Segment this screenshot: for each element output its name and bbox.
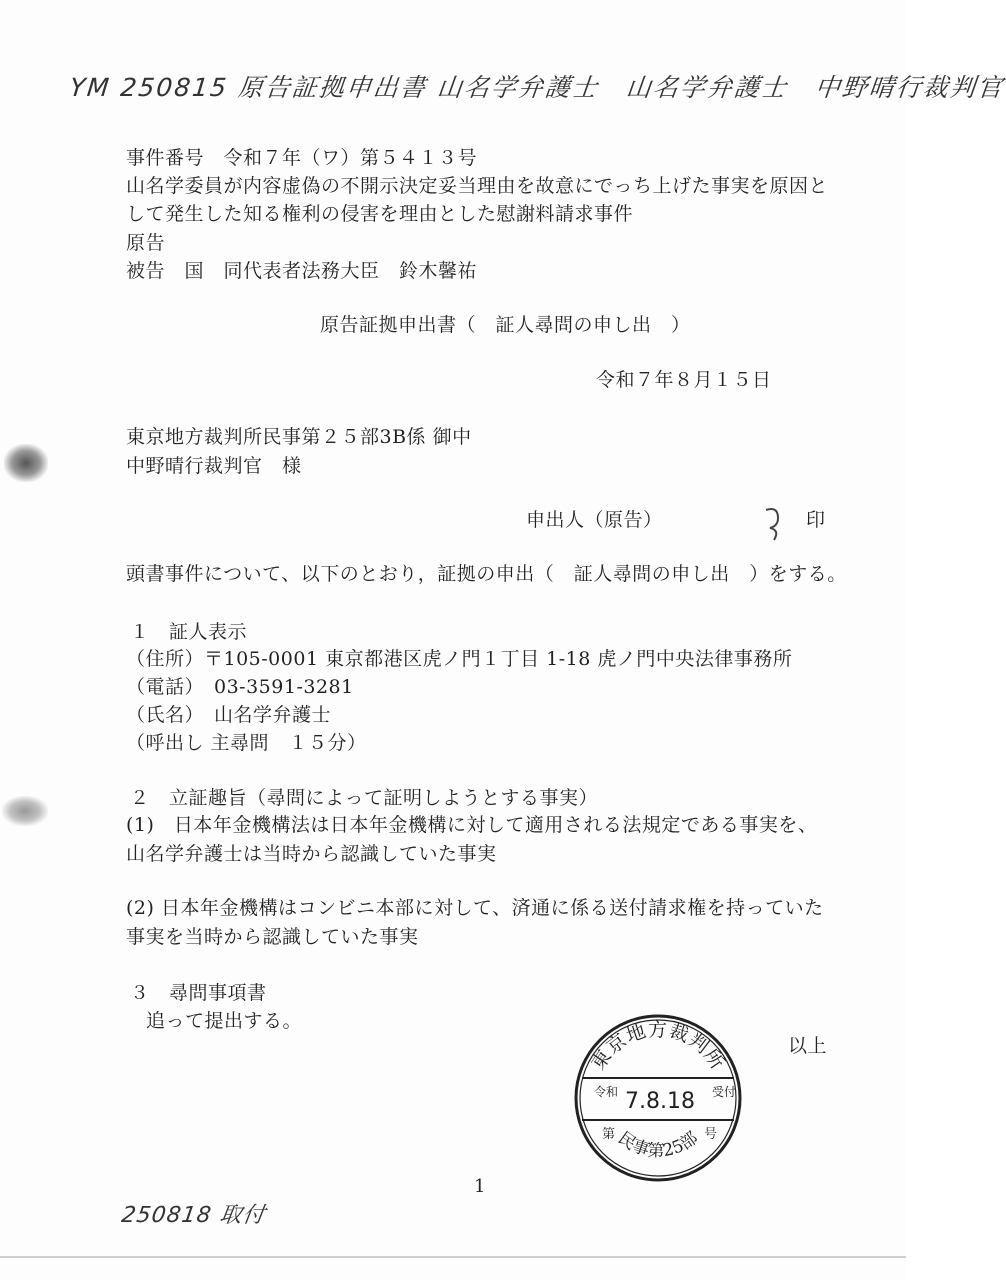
fact2-line2: 事実を当時から認識していた事実 [126, 926, 419, 948]
stamp-top-text: 東京地方裁判所 [587, 1019, 729, 1075]
applicant-label: 申出人（原告） [526, 509, 663, 531]
punch-hole-mark-lower [2, 796, 48, 826]
case-name-line2: して発生した知る権利の侵害を理由とした慰謝料請求事件 [126, 203, 634, 225]
section3-heading: ３ 尋問事項書 [130, 982, 267, 1004]
stamp-date: 7.8.18 [625, 1089, 695, 1114]
document-date: 令和７年８月１５日 [596, 369, 772, 391]
fact1-line2: 山名学弁護士は当時から認識していた事実 [126, 843, 497, 865]
intro-sentence: 頭書事件について、以下のとおり，証拠の申出（ 証人尋問の申し出 ）をする。 [126, 563, 847, 585]
page-edge-line [0, 1256, 906, 1258]
svg-text:民事第25部 [614, 1128, 702, 1161]
case-number: 事件番号 令和７年（ワ）第５４１３号 [126, 147, 478, 169]
witness-address: （住所）〒105-0001 東京都港区虎ノ門１丁目 1-18 虎ノ門中央法律事務所 [126, 648, 793, 670]
court-reception-stamp [572, 1012, 744, 1184]
handwritten-top-note: YM 250815 原告証拠申出書 山名学弁護士 山名学弁護士 中野晴行裁判官 [68, 73, 1006, 102]
addressee-judge: 中野晴行裁判官 様 [126, 455, 302, 477]
fact1-line1: (1) 日本年金機構法は日本年金機構に対して適用される法規定である事実を、 [126, 814, 818, 836]
svg-text:東京地方裁判所 [587, 1019, 729, 1074]
stamp-number-suffix: 号 [704, 1127, 718, 1142]
document-title: 原告証拠申出書（ 証人尋問の申し出 ） [320, 314, 691, 336]
plaintiff-label: 原告 [126, 232, 166, 254]
witness-name: （氏名） 山名学弁護士 [126, 704, 332, 726]
punch-hole-mark [4, 444, 48, 482]
stamp-number-prefix: 第 [602, 1127, 616, 1142]
seal-mark-label: 印 [806, 509, 826, 531]
closing-mark: 以上 [788, 1035, 828, 1057]
signature-mark [760, 500, 790, 544]
handwritten-bottom-note: 250818 取付 [119, 1203, 268, 1228]
fact2-line1: (2) 日本年金機構はコンビニ本部に対して、済通に係る送付請求権を持っていた [126, 897, 824, 919]
stamp-bottom-text: 民事第25部 [614, 1128, 702, 1162]
section1-heading: １ 証人表示 [130, 621, 248, 643]
page-number: 1 [474, 1176, 486, 1197]
stamp-era-label: 令和 [594, 1085, 619, 1099]
witness-phone: （電話） 03-3591-3281 [126, 676, 354, 698]
witness-call-time: （呼出し 主尋問 １５分） [126, 732, 367, 754]
addressee-court: 東京地方裁判所民事第２５部3B係 御中 [126, 426, 472, 448]
defendant-line: 被告 国 同代表者法務大臣 鈴木馨祐 [126, 260, 478, 282]
case-name-line1: 山名学委員が内容虚偽の不開示決定妥当理由を故意にでっち上げた事実を原因と [126, 175, 829, 197]
section3-body: 追って提出する。 [146, 1010, 303, 1032]
section2-heading: ２ 立証趣旨（尋問によって証明しようとする事実） [130, 787, 599, 809]
stamp-received-label: 受付 [712, 1085, 737, 1099]
